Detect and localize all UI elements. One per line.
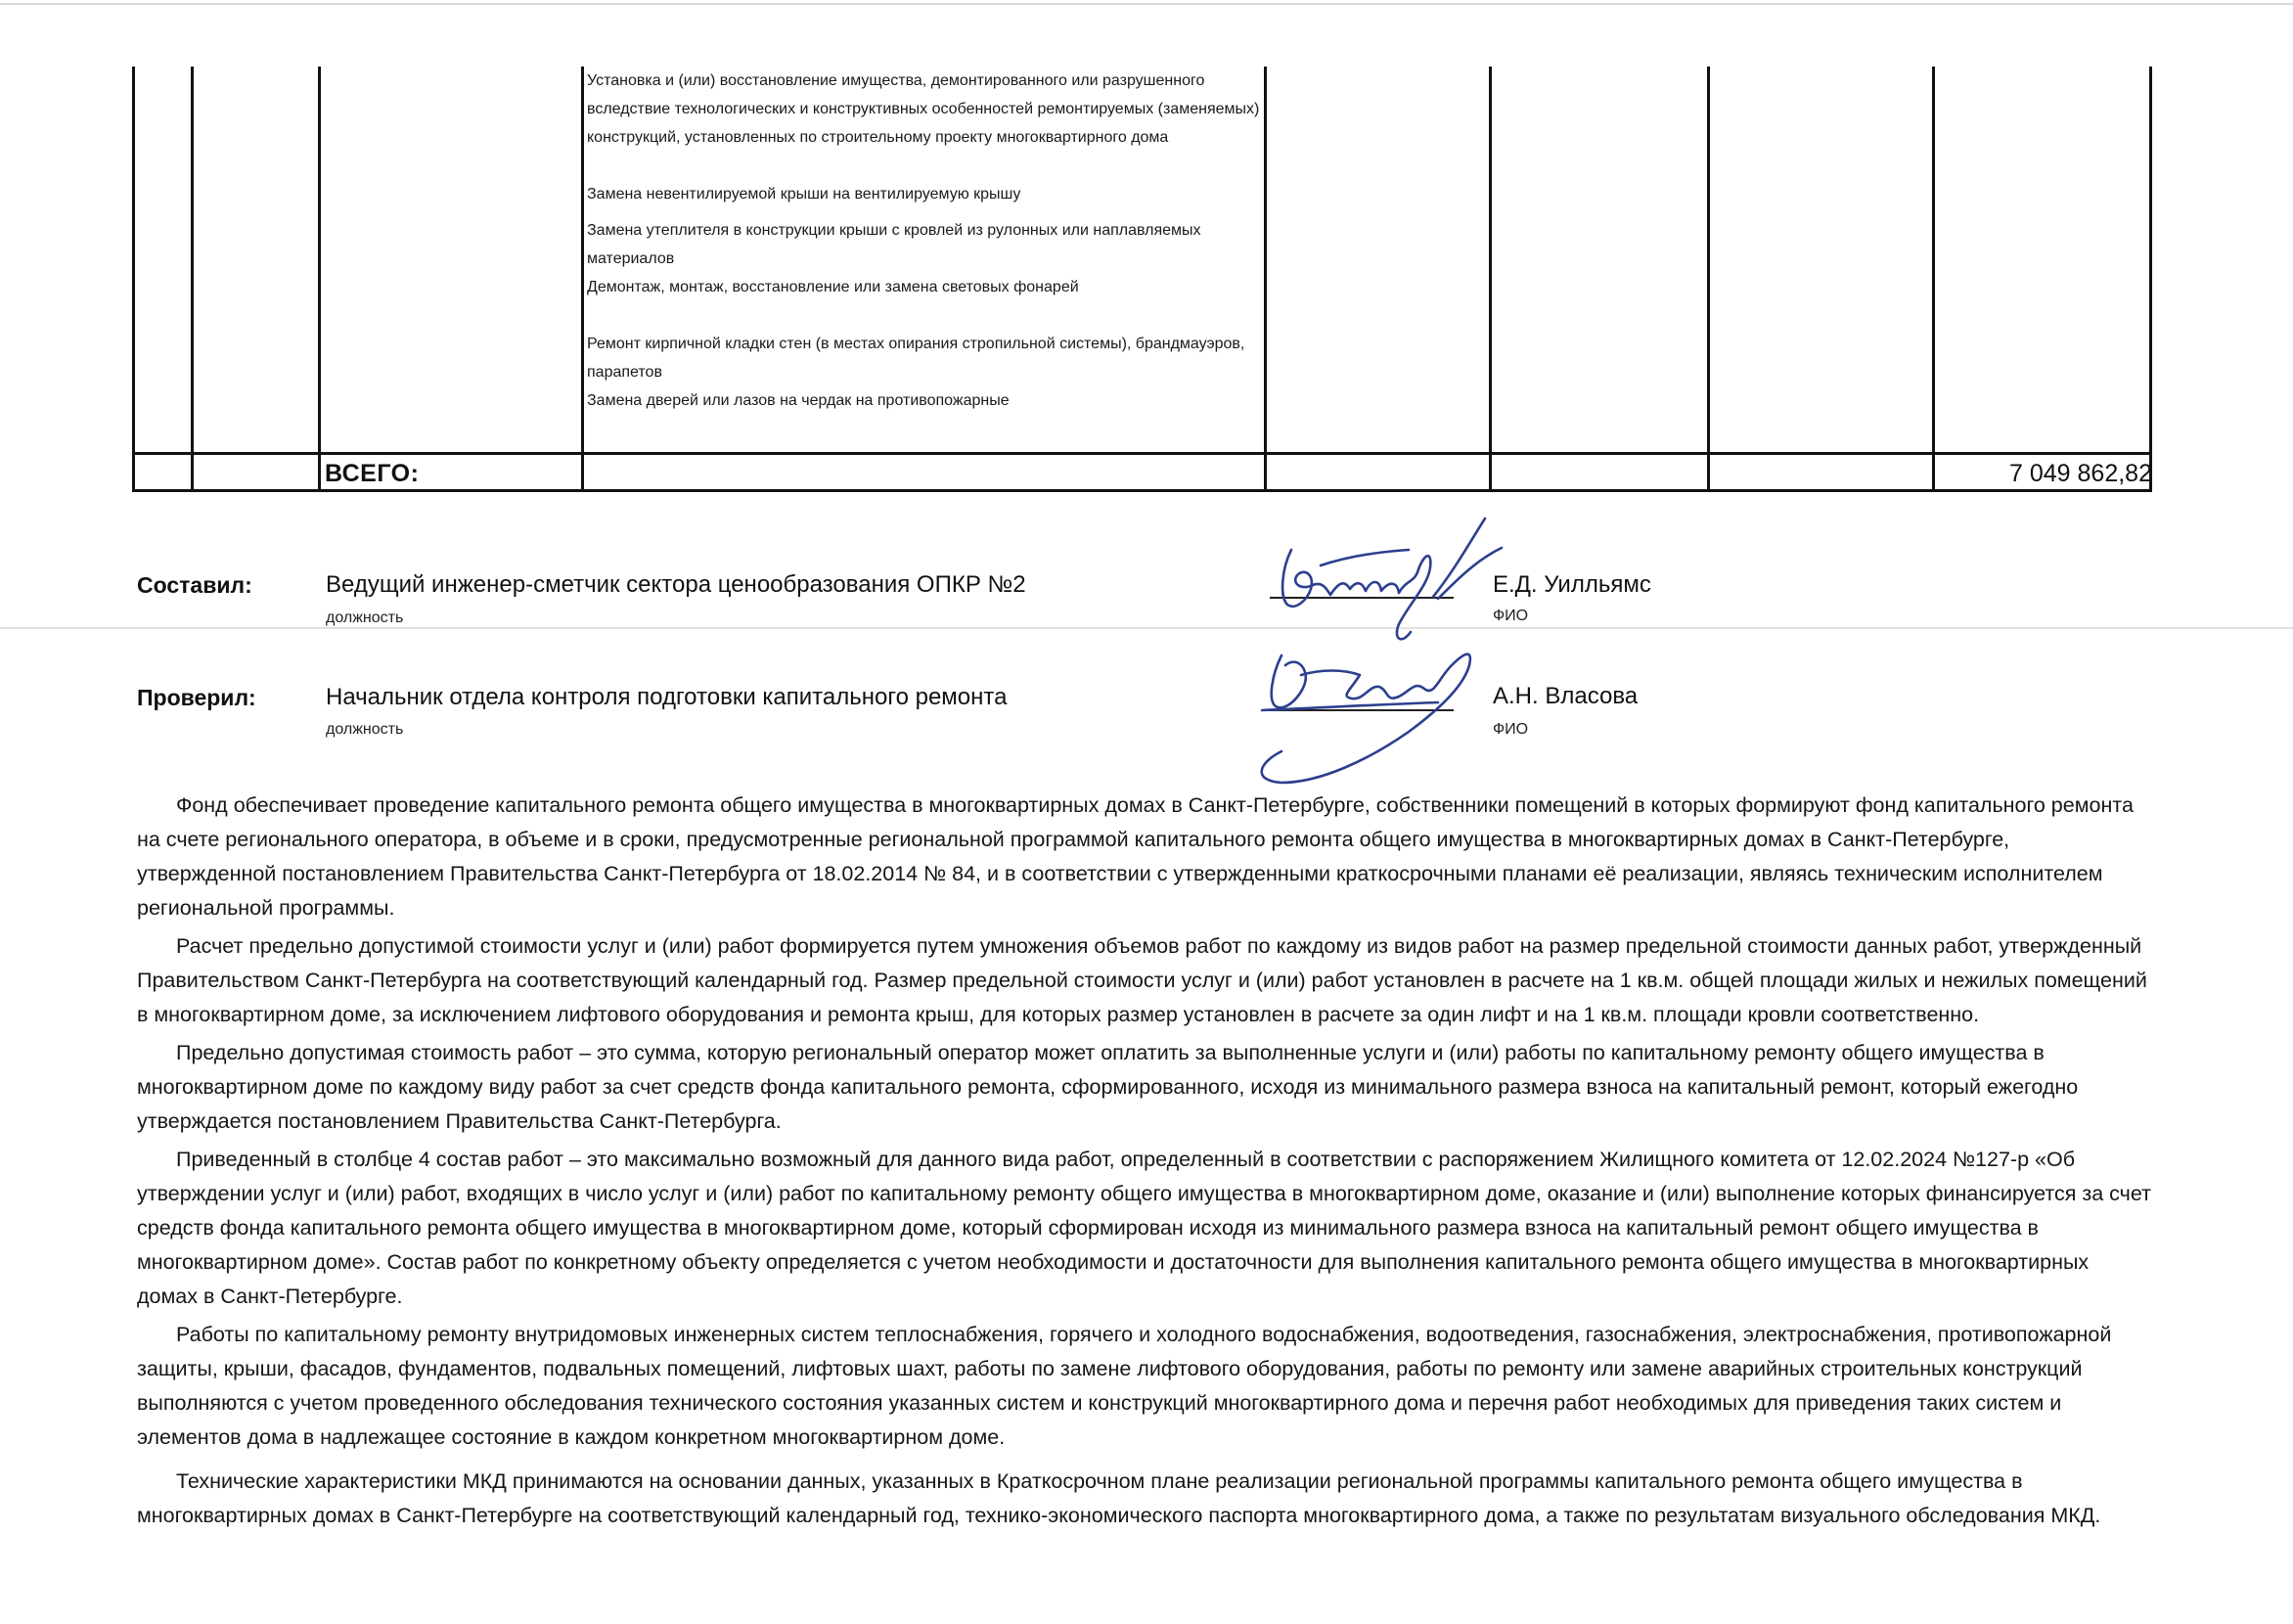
note-paragraph: Технические характеристики МКД принимаются на основании данных, указанных в Краткосрочном плане реализации региональной программы капитального ремонта общего имущества в многоквартирных домах в Санкт-Петербурге на соответствующий календарный год, технико-экономического паспорта многоквартирного дома, а также по результатам визуального обследования МКД.	[137, 1469, 2101, 1527]
work-item: Замена дверей или лазов на чердак на противопожарные	[587, 392, 1010, 409]
note-paragraph: Фонд обеспечивает проведение капитального ремонта общего имущества в многоквартирных домах в Санкт-Петербурге, собственники помещений в которых формируют фонд капитального ремонта на счете регионального оператора, в объеме и в сроки, предусмотренные региональной программой капитального ремонта общего имущества в многоквартирных домах в Санкт-Петербурге, утвержденной постановлением Правительства Санкт-Петербурга от 18.02.2014 № 84, и в соответствии с утвержденными краткосрочными планами её реализации, являясь техническим исполнителем региональной программы.	[137, 793, 2134, 920]
scan-top-edge	[0, 3, 2293, 5]
table-col-line	[1264, 67, 1267, 492]
scan-fold-line	[0, 627, 2293, 629]
checked-position-caption: должность	[326, 721, 404, 738]
table-col-line	[318, 67, 321, 492]
signature-vlasova	[1242, 626, 1497, 792]
work-item: Демонтаж, монтаж, восстановление или замена световых фонарей	[587, 279, 1079, 295]
note-paragraph: Работы по капитальному ремонту внутридомовых инженерных систем теплоснабжения, горячего и холодного водоснабжения, водоотведения, газоснабжения, электроснабжения, противопожарной защиты, крыши, фасадов, фундаментов, подвальных помещений, лифтовых шахт, работы по замене лифтового оборудования, работы по ремонту или замене аварийных строительных конструкций выполняются с учетом проведенного обследования технического состояния указанных систем и конструкций многоквартирного дома и перечня работ необходимых для приведения таких систем и элементов дома в надлежащее состояние в каждом конкретном многоквартирном доме.	[137, 1323, 2112, 1449]
table-col-line	[1932, 67, 1935, 492]
checked-name: А.Н. Власова	[1493, 683, 1639, 709]
note-paragraph: Предельно допустимая стоимость работ – это сумма, которую региональный оператор может оплатить за выполненные услуги и (или) работы по капитальному ремонту общего имущества в многоквартирном доме по каждому виду работ за счет средств фонда капитального ремонта, сформированного, исходя из минимального размера взноса на капитальный ремонт, который ежегодно утверждается постановлением Правительства Санкт-Петербурга.	[137, 1041, 2079, 1133]
table-col-line	[2149, 67, 2152, 492]
table-col-line	[581, 67, 584, 492]
work-list-cell	[585, 67, 1260, 415]
table-col-line	[1707, 67, 1710, 492]
checked-name-caption: ФИО	[1493, 721, 1529, 738]
checked-role: Проверил:	[137, 685, 256, 710]
work-item: Установка и (или) восстановление имущества, демонтированного или разрушенного вследствие технологических и конструктивных особенностей ремонтируемых (заменяемых) конструкций, установленных по строительному проекту многоквартирного дома	[587, 72, 1260, 146]
compiled-role: Составил:	[137, 572, 252, 598]
compiled-position: Ведущий инженер-сметчик сектора ценообразования ОПКР №2	[326, 571, 1026, 598]
total-value: 7 049 862,82	[2009, 460, 2152, 487]
compiled-name: Е.Д. Уилльямс	[1493, 571, 1651, 598]
table-row-line	[132, 452, 2152, 455]
work-item: Ремонт кирпичной кладки стен (в местах опирания стропильной системы), брандмауэров, парапетов	[587, 336, 1245, 381]
table-row-line	[132, 489, 2152, 492]
table-col-line	[132, 67, 135, 492]
table-col-line	[1489, 67, 1492, 492]
compiled-position-caption: должность	[326, 609, 404, 626]
note-paragraph: Приведенный в столбце 4 состав работ – это максимально возможный для данного вида работ, определенный в соответствии с распоряжением Жилищного комитета от 12.02.2024 №127-р «Об утверждении услуг и (или) работ, входящих в число услуг и (или) работ по капитальному ремонту общего имущества в многоквартирном доме, оказание и (или) выполнение которых финансируется за счет средств фонда капитального ремонта общего имущества в многоквартирном доме, который сформирован исходя из минимального размера взноса на капитальный ремонт общего имущества в многоквартирном доме». Состав работ по конкретному объекту определяется с учетом необходимости и достаточности для выполнения капитального ремонта общего имущества в многоквартирных домах в Санкт-Петербурге.	[137, 1148, 2151, 1308]
compiled-name-caption: ФИО	[1493, 608, 1529, 624]
total-label: ВСЕГО:	[325, 460, 420, 487]
note-paragraph: Расчет предельно допустимой стоимости услуг и (или) работ формируется путем умножения объемов работ по каждому из видов работ на размер предельной стоимости данных работ, утвержденный Правительством Санкт-Петербурга на соответствующий календарный год. Размер предельной стоимости услуг и (или) работ установлен в расчете на 1 кв.м. общей площади жилых и нежилых помещений в многоквартирном доме, за исключением лифтового оборудования и ремонта крыш, для которых размер установлен в расчете за один лифт и на 1 кв.м. площади кровли соответственно.	[137, 934, 2147, 1026]
table-col-line	[191, 67, 194, 492]
explanatory-notes	[137, 789, 2152, 1537]
checked-position: Начальник отдела контроля подготовки капитального ремонта	[326, 684, 1008, 710]
work-item: Замена утеплителя в конструкции крыши с кровлей из рулонных или наплавляемых материалов	[587, 222, 1201, 267]
work-item: Замена невентилируемой крыши на вентилируемую крышу	[587, 186, 1021, 203]
